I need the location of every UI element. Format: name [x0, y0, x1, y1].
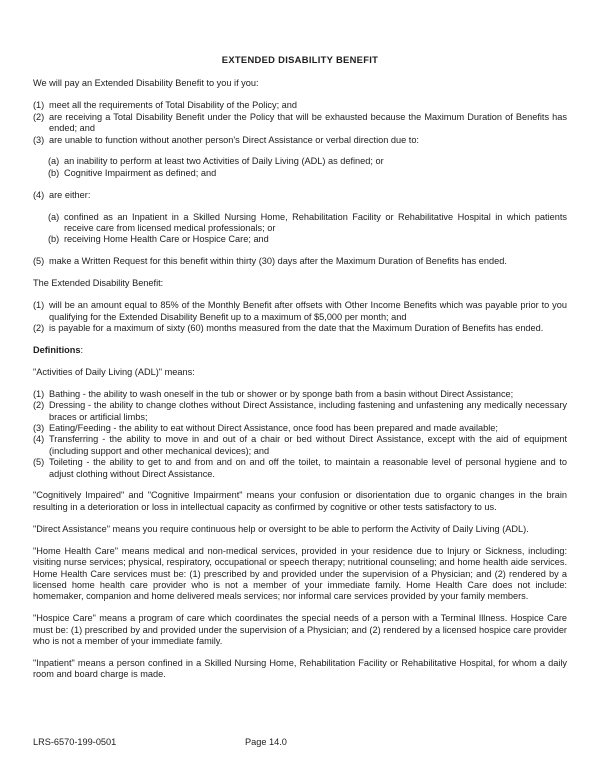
numbered-list [33, 389, 567, 480]
list-item-text: Bathing - the ability to wash oneself in the tub or shower or by sponge bath from a basin without Direct Assistance; [49, 388, 514, 399]
list-item-number: (2) [33, 111, 45, 122]
sub-list [48, 212, 567, 246]
list-item-number: (5) [33, 457, 45, 468]
list-item-text: is payable for a maximum of sixty (60) months measured from the date that the Maximum Duration of Benefits has ended. [49, 323, 544, 333]
list-item [33, 190, 567, 201]
paragraph: "Home Health Care" means medical and non-medical services, provided in your residence due to Injury or Sickness, including: visiting nurse services; physical, respiratory, occupational or speech therapy; nutritional counseling; and home health aide services. Home Health Care services must be: (1) prescribed by and provided under the supervision of a Physician; and (2) rendered by a licensed home health care provider who is not a member of your immediate family. Home Health Care does not include: homemaker, companion and home delivered meals services; nor informal care services provided by your family members. [33, 545, 567, 602]
page-footer [33, 737, 567, 749]
list-item-number: (a) [48, 211, 60, 222]
footer-page-number: Page 14.0 [245, 737, 287, 747]
sub-list [48, 156, 567, 179]
list-item-text: confined as an Inpatient in a Skilled Nursing Home, Rehabilitation Facility or Rehabilitative Hospital in which patients receive care from licensed medical professionals; or [64, 211, 567, 234]
list-item [33, 135, 567, 146]
document-title: EXTENDED DISABILITY BENEFIT [221, 54, 379, 65]
list-item [33, 434, 567, 457]
list-item-text: Toileting - the ability to get to and from and on and off the toilet, to maintain a reasonable level of personal hygiene and to adjust clothing without Direct Assistance. [49, 457, 567, 479]
list-item-text: are unable to function without another person's Direct Assistance or verbal direction due to: [49, 134, 419, 145]
list-item-text: are either: [49, 189, 91, 200]
list-item-number: (1) [33, 388, 45, 399]
list-item-number: (3) [33, 422, 45, 433]
list-item-text: Eating/Feeding - the ability to eat without Direct Assistance, once food has been prepared and made available; [49, 422, 498, 433]
list-item-number: (4) [33, 434, 45, 445]
list-item [33, 112, 567, 135]
list-item-number: (a) [48, 156, 60, 167]
list-item-text: Transferring - the ability to move in and out of a chair or bed without Direct Assistance, except with the aid of equipment (including support and other mechanical devices); and [49, 434, 567, 456]
list-item [33, 100, 567, 111]
list-item-number: (2) [33, 323, 45, 333]
list-item-text: make a Written Request for this benefit within thirty (30) days after the Maximum Duration of Benefits has ended. [49, 256, 507, 267]
list-item [33, 457, 567, 480]
paragraph: "Inpatient" means a person confined in a Skilled Nursing Home, Rehabilitation Facility or Rehabilitative Hospital, for whom a daily room and board charge is made. [33, 657, 567, 680]
list-item [33, 256, 567, 267]
paragraph: "Cognitively Impaired" and "Cognitive Impairment" means your confusion or disorientation due to organic changes in the brain resulting in a deterioration or loss in intellectual capacity as confirmed by cognitive or other tests satisfactory to us. [33, 490, 567, 512]
list-item-number: (3) [33, 134, 45, 145]
list-item-number: (1) [33, 100, 45, 111]
list-item-text: will be an amount equal to 85% of the Monthly Benefit after offsets with Other Income Benefits which was payable prior to you qualifying for the Extended Disability Benefit up to a maximum of $5,000 per month; and [49, 300, 567, 322]
list-item-text: Cognitive Impairment as defined; and [64, 167, 217, 178]
paragraph-text: : [80, 344, 84, 355]
sub-list-item [48, 156, 567, 167]
list-item-text: are receiving a Total Disability Benefit under the Policy that will be exhausted because the Maximum Duration of Benefits has ended; and [49, 111, 567, 134]
list-item [33, 400, 567, 423]
footer-doc-number: LRS-6570-199-0501 [33, 737, 117, 747]
paragraph: We will pay an Extended Disability Benefit to you if you: [33, 78, 259, 89]
list-item-number: (4) [33, 189, 45, 200]
sub-list-item [48, 168, 567, 179]
sub-list-item [48, 212, 567, 235]
paragraph: "Direct Assistance" means you require continuous help or oversight to be able to perform the Activity of Daily Living (ADL). [33, 523, 529, 534]
list-item-number: (5) [33, 256, 45, 267]
numbered-list [33, 300, 567, 334]
list-item-text: Dressing - the ability to change clothes without Direct Assistance, including fastening and unfastening any medically necessary braces or artificial limbs; [49, 400, 567, 422]
sub-list-item [48, 234, 567, 245]
list-item-number: (1) [33, 300, 45, 311]
list-item-number: (b) [48, 234, 60, 245]
paragraph: "Activities of Daily Living (ADL)" means: [33, 366, 195, 377]
list-item-text: meet all the requirements of Total Disability of the Policy; and [49, 100, 298, 111]
definitions-heading-paragraph [33, 345, 567, 356]
paragraph: "Hospice Care" means a program of care which coordinates the special needs of a person with a Terminal Illness. Hospice Care must be: (1) prescribed by and provided under the supervision of a Physician; and (2) rendered by a licensed hospice care provider who is not a member of your immediate family. [33, 613, 567, 647]
list-item [33, 423, 567, 434]
list-item [33, 389, 567, 400]
list-item-text: an inability to perform at least two Activities of Daily Living (ADL) as defined; or [64, 156, 384, 167]
definitions-heading: Definitions [33, 344, 81, 355]
list-item [33, 323, 567, 334]
list-item [33, 300, 567, 323]
list-item-number: (2) [33, 400, 45, 411]
list-item-number: (b) [48, 167, 60, 178]
document-content [33, 54, 567, 681]
numbered-list [33, 100, 567, 267]
paragraph: The Extended Disability Benefit: [33, 278, 164, 289]
list-item-text: receiving Home Health Care or Hospice Care; and [64, 234, 269, 245]
